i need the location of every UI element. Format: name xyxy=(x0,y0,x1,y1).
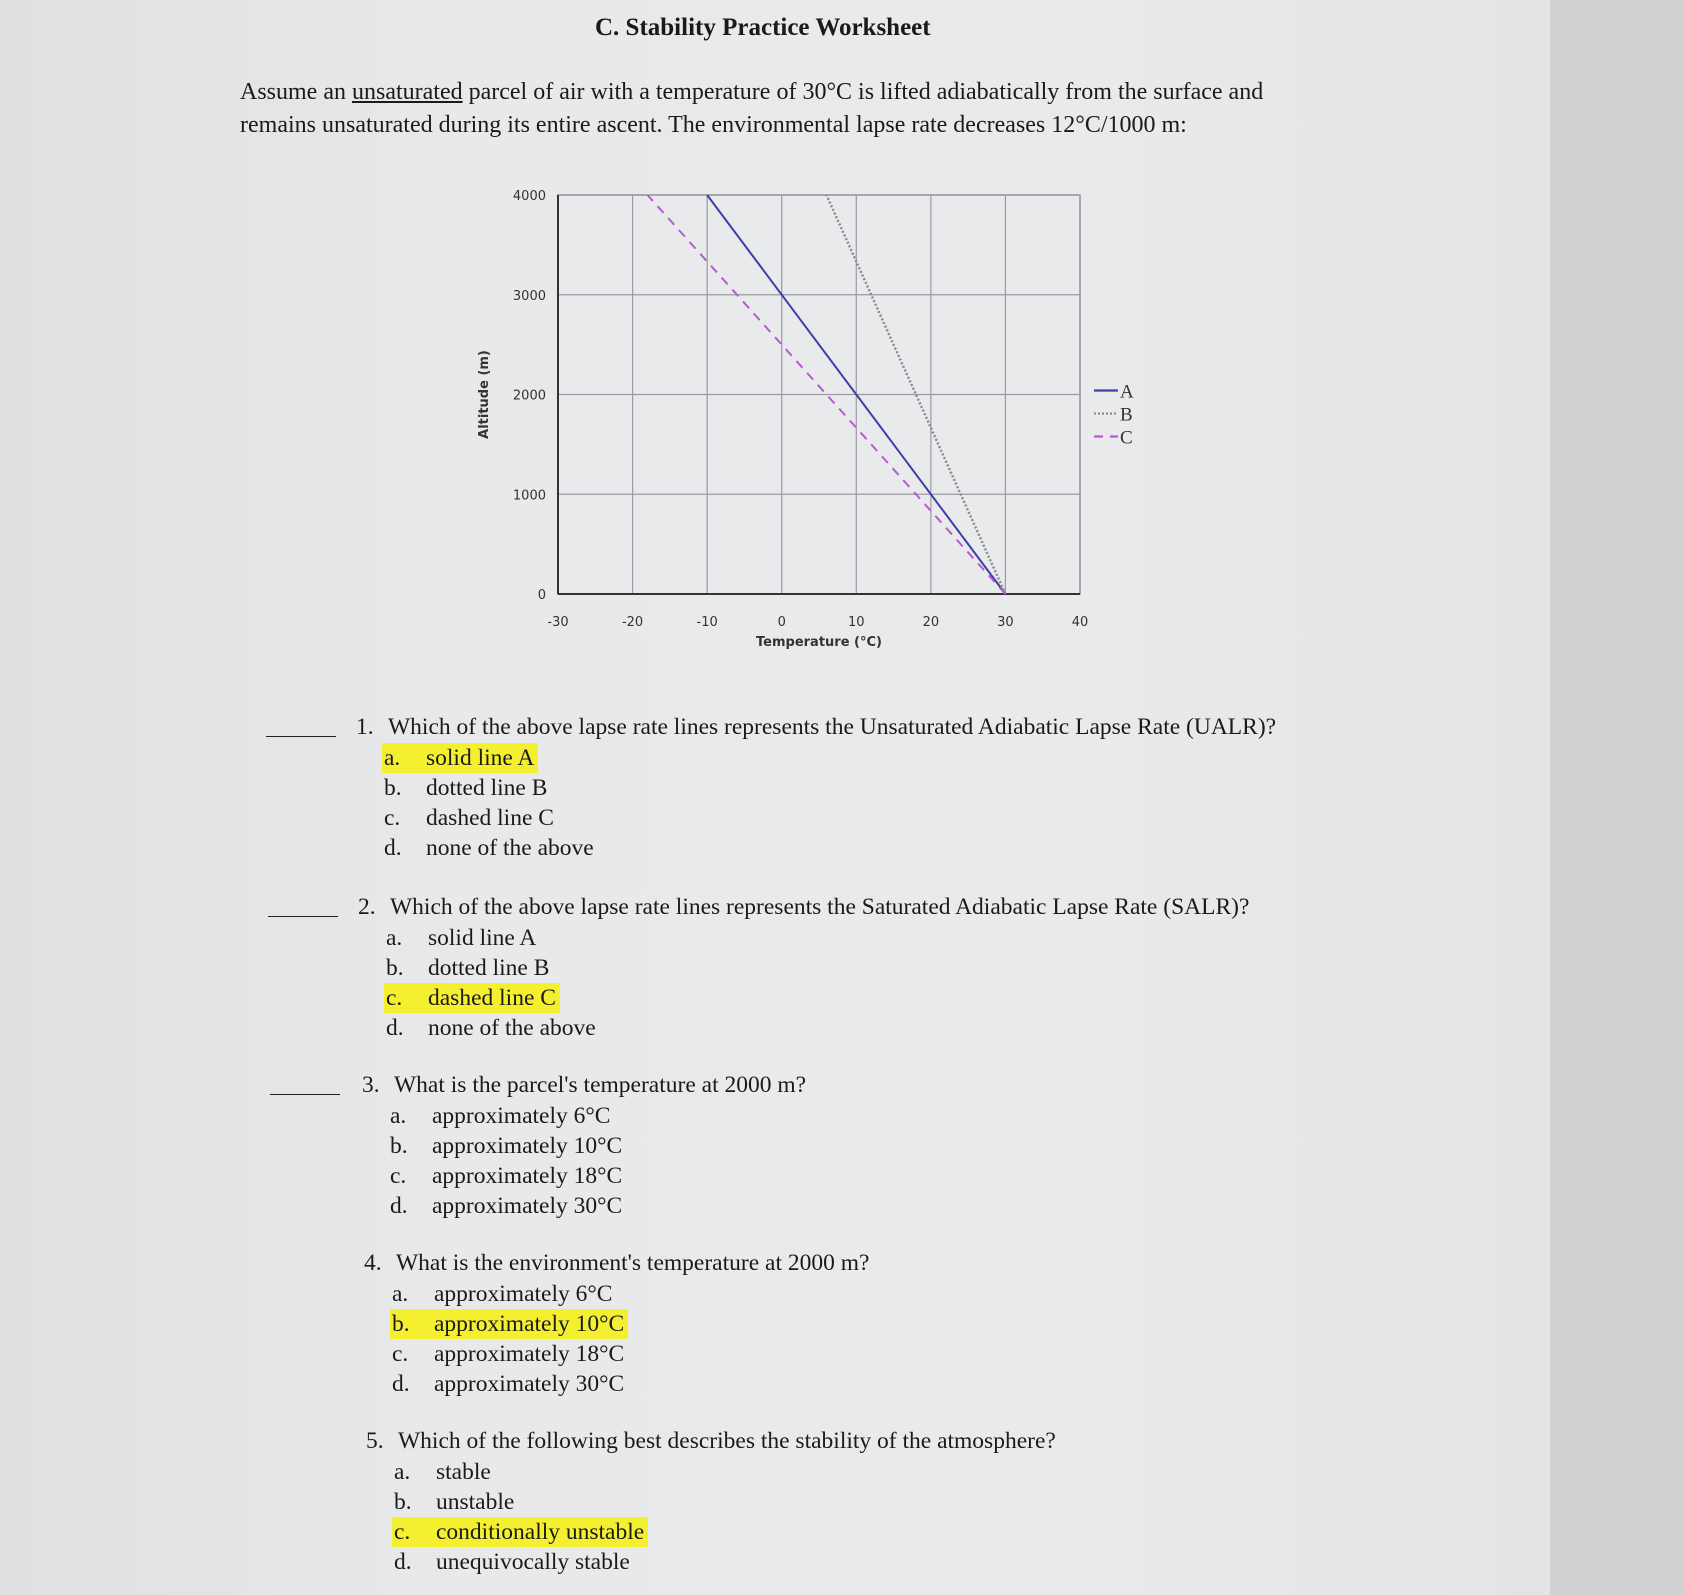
question-3 xyxy=(362,1070,806,1100)
option-3-d[interactable] xyxy=(388,1191,626,1221)
question-text: Which of the above lapse rate lines represents the Saturated Adiabatic Lapse Rate (SALR)? xyxy=(390,894,1250,920)
option-letter: b. xyxy=(386,955,404,981)
y-axis-label: Altitude (m) xyxy=(477,350,492,439)
x-tick-label: -20 xyxy=(621,615,644,630)
question-text: What is the environment's temperature at 2000 m? xyxy=(396,1250,870,1276)
option-1-b[interactable] xyxy=(382,773,551,803)
option-text: stable xyxy=(436,1459,491,1485)
option-3-c[interactable] xyxy=(388,1161,626,1191)
option-text: dashed line C xyxy=(426,805,554,831)
option-text: unstable xyxy=(436,1489,515,1515)
option-text: solid line A xyxy=(426,745,535,771)
question-number: 3. xyxy=(362,1072,380,1098)
question-1 xyxy=(356,712,1276,742)
option-5-d[interactable] xyxy=(392,1547,634,1577)
legend-label-B: B xyxy=(1120,404,1133,426)
option-3-a[interactable] xyxy=(388,1101,614,1131)
option-letter: a. xyxy=(384,745,401,771)
option-text: conditionally unstable xyxy=(436,1519,645,1545)
option-4-d[interactable] xyxy=(390,1369,628,1399)
y-tick-label: 3000 xyxy=(512,288,546,304)
option-letter: d. xyxy=(386,1015,404,1041)
option-5-c[interactable] xyxy=(392,1517,648,1547)
option-text: approximately 10°C xyxy=(434,1311,625,1337)
option-text: approximately 30°C xyxy=(434,1371,625,1397)
option-1-d[interactable] xyxy=(382,833,598,863)
option-letter: c. xyxy=(394,1519,411,1545)
option-letter: a. xyxy=(392,1281,409,1307)
screen-edge xyxy=(1550,0,1683,1595)
option-text: dashed line C xyxy=(428,985,556,1011)
option-letter: d. xyxy=(392,1371,410,1397)
answer-blank[interactable] xyxy=(268,916,338,917)
option-text: dotted line B xyxy=(426,775,548,801)
option-letter: a. xyxy=(394,1459,411,1485)
option-1-a[interactable] xyxy=(382,743,538,773)
intro-before: Assume an xyxy=(240,79,352,105)
option-text: solid line A xyxy=(428,925,537,951)
option-text: approximately 30°C xyxy=(432,1193,623,1219)
question-number: 2. xyxy=(358,894,376,920)
option-letter: c. xyxy=(384,805,401,831)
question-text: What is the parcel's temperature at 2000 m? xyxy=(394,1072,807,1098)
option-text: none of the above xyxy=(426,835,594,861)
intro-after: parcel of air with a temperature of 30°C is lifted adiabatically from the surface and remains unsaturated during its entire ascent. The environmental lapse rate decreases 12°C/1000 m: xyxy=(240,79,1264,138)
question-number: 1. xyxy=(356,714,374,740)
option-3-b[interactable] xyxy=(388,1131,626,1161)
option-text: approximately 18°C xyxy=(434,1341,625,1367)
option-letter: c. xyxy=(386,985,403,1011)
legend-label-A: A xyxy=(1120,381,1134,403)
question-text: Which of the above lapse rate lines represents the Unsaturated Adiabatic Lapse Rate (UALR)? xyxy=(388,714,1277,740)
option-2-b[interactable] xyxy=(384,953,553,983)
question-2 xyxy=(358,892,1249,922)
option-text: approximately 10°C xyxy=(432,1133,623,1159)
question-text: Which of the following best describes the stability of the atmosphere? xyxy=(398,1428,1056,1454)
option-5-a[interactable] xyxy=(392,1457,495,1487)
option-4-c[interactable] xyxy=(390,1339,628,1369)
option-1-c[interactable] xyxy=(382,803,558,833)
option-letter: a. xyxy=(386,925,403,951)
intro-underlined: unsaturated xyxy=(351,79,463,105)
answer-blank[interactable] xyxy=(266,736,336,737)
x-axis-label: Temperature (°C) xyxy=(756,635,882,650)
lapse-rate-chart xyxy=(460,180,1160,660)
question-number: 4. xyxy=(364,1250,382,1276)
x-tick-label: 30 xyxy=(997,615,1014,630)
option-letter: d. xyxy=(390,1193,408,1219)
page-title: C. Stability Practice Worksheet xyxy=(595,14,931,41)
answer-blank[interactable] xyxy=(270,1094,340,1095)
option-letter: b. xyxy=(384,775,402,801)
option-letter: b. xyxy=(392,1311,410,1337)
y-tick-label: 0 xyxy=(537,588,546,603)
option-text: dotted line B xyxy=(428,955,550,981)
option-4-b[interactable] xyxy=(390,1309,628,1339)
x-tick-label: -10 xyxy=(696,615,718,630)
option-4-a[interactable] xyxy=(390,1279,616,1309)
y-tick-label: 4000 xyxy=(512,189,546,204)
y-tick-label: 2000 xyxy=(512,388,546,404)
y-tick-label: 1000 xyxy=(512,488,546,504)
option-2-a[interactable] xyxy=(384,923,540,953)
option-text: none of the above xyxy=(428,1015,596,1041)
option-letter: b. xyxy=(394,1489,412,1515)
intro-paragraph xyxy=(240,76,1300,142)
question-number: 5. xyxy=(366,1428,384,1454)
x-tick-label: 40 xyxy=(1071,615,1089,630)
option-2-c[interactable] xyxy=(384,983,560,1013)
x-tick-label: 20 xyxy=(922,615,940,630)
option-5-b[interactable] xyxy=(392,1487,518,1517)
x-tick-label: 10 xyxy=(848,615,865,630)
option-2-d[interactable] xyxy=(384,1013,600,1043)
option-letter: c. xyxy=(390,1163,407,1189)
legend-label-C: C xyxy=(1120,427,1133,449)
question-4 xyxy=(364,1248,869,1278)
option-text: approximately 6°C xyxy=(432,1103,611,1129)
option-letter: d. xyxy=(394,1549,412,1575)
option-letter: c. xyxy=(392,1341,409,1367)
option-letter: b. xyxy=(390,1133,408,1159)
option-text: approximately 6°C xyxy=(434,1281,613,1307)
option-text: unequivocally stable xyxy=(436,1549,630,1575)
option-letter: a. xyxy=(390,1103,407,1129)
question-5 xyxy=(366,1426,1056,1456)
option-letter: d. xyxy=(384,835,402,861)
x-tick-label: -30 xyxy=(547,615,569,630)
option-text: approximately 18°C xyxy=(432,1163,623,1189)
x-tick-label: 0 xyxy=(777,615,786,630)
